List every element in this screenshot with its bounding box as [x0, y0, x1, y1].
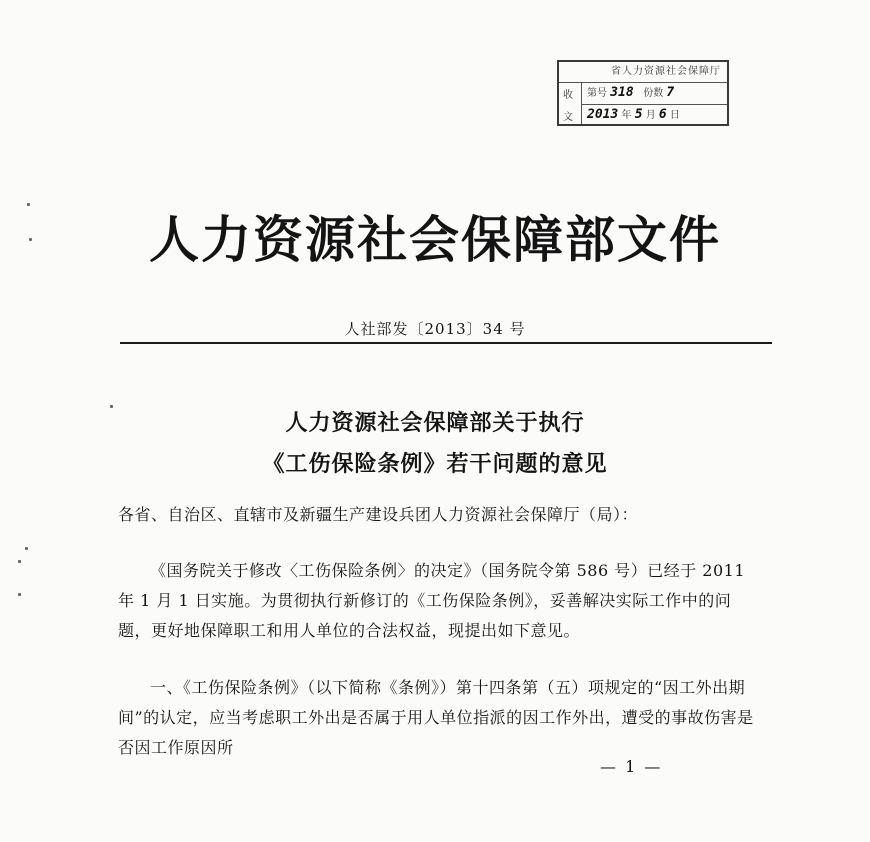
header-divider — [120, 342, 772, 344]
subtitle-line-2: 《工伤保险条例》若干问题的意见 — [262, 451, 608, 477]
stamp-left-label-2: 文 — [563, 112, 573, 123]
scan-speck — [18, 560, 21, 563]
scan-speck — [29, 238, 32, 241]
paragraph-1: 《国务院关于修改〈工伤保险条例〉的决定》（国务院令第 586 号）已经于 2011 年 1 月 1 日实施。为贯彻执行新修订的《工伤保险条例》，妥善解决实际工作中的问题，更好地保障职工和用人单位的合法权益，现提出如下意见。 — [118, 561, 746, 640]
scan-speck — [27, 203, 30, 206]
stamp-day: 6 — [658, 107, 667, 122]
receipt-stamp — [557, 60, 729, 126]
page-number: — 1 — — [600, 757, 663, 776]
stamp-left-column — [559, 82, 582, 124]
paragraph-2: 一、《工伤保险条例》（以下简称《条例》）第十四条第（五）项规定的“因工外出期间”的认定，应当考虑职工外出是否属于用人单位指派的因工作外出，遭受的事故伤害是否因工作原因所 — [118, 678, 754, 757]
stamp-year: 2013 — [587, 107, 619, 122]
stamp-number-label: 第号 — [587, 88, 607, 99]
document-header-title: 人力资源社会保障部文件 — [149, 211, 721, 269]
stamp-number-row — [581, 82, 727, 105]
scan-speck — [18, 593, 21, 596]
document-number: 人社部发〔2013〕34 号 — [344, 320, 526, 338]
addressee: 各省、自治区、直辖市及新疆生产建设兵团人力资源社会保障厅（局）： — [118, 505, 639, 524]
stamp-left-label-1: 收 — [563, 90, 573, 101]
stamp-year-sep: 年 — [621, 110, 632, 121]
stamp-number-value: 318 — [610, 85, 634, 100]
stamp-month-sep: 月 — [645, 110, 656, 121]
stamp-date-row — [581, 104, 727, 126]
stamp-day-sep: 日 — [669, 110, 680, 121]
subtitle-line-1: 人力资源社会保障部关于执行 — [285, 410, 585, 436]
scan-speck — [25, 547, 28, 550]
scan-speck — [110, 405, 113, 408]
stamp-count-label: 份数 — [643, 88, 664, 99]
stamp-month: 5 — [634, 107, 643, 122]
stamp-title: 省人力资源社会保障厅 — [559, 62, 727, 83]
stamp-count-value: 7 — [666, 85, 675, 100]
